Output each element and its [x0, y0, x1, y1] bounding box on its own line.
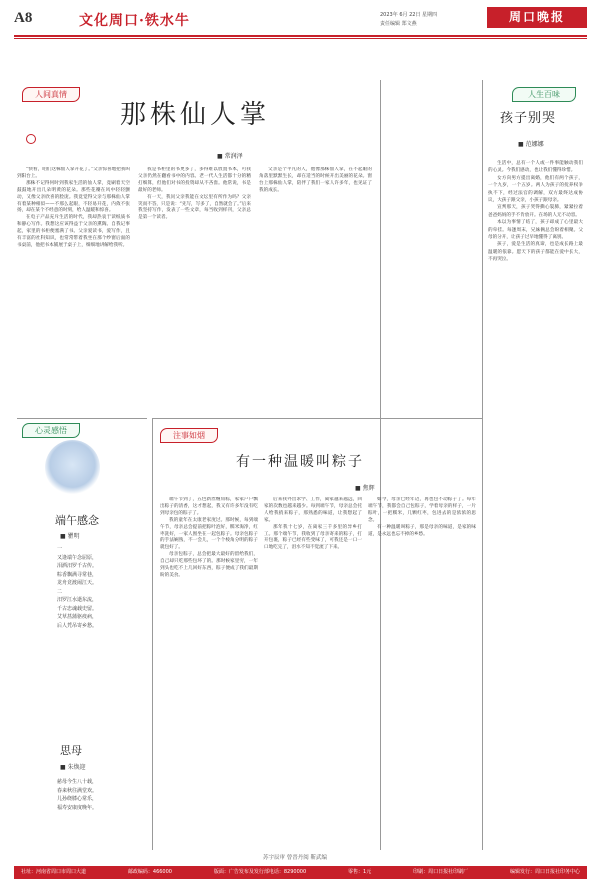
responsible-editor: 责任编辑 郑文燕 — [380, 21, 417, 27]
header-rule-thin — [14, 38, 587, 39]
zongzi-illustration — [45, 440, 100, 495]
article-cactus-col-1 — [17, 167, 130, 410]
column-divider-right — [482, 80, 483, 850]
paragraph: 后来我外出求学、工作，离家越来越远，回家的次数也越来越少。每到端午节，母亲总会托人给我捎来粽子，那熟悉的味道，让我想起了家。 — [264, 497, 362, 523]
poem-author-1: ■ 瞿明 — [60, 531, 80, 540]
article-author-cactus: ■ 常润泽 — [217, 151, 243, 160]
article-cactus-col-3 — [259, 167, 372, 410]
article-title-cactus: 那株仙人掌 — [120, 100, 271, 130]
paragraph: 在电子产品充斥生活的时代，我却热衷于读纸质书和静心写作。我想这应该得益于父亲的熏陶。自我记事起，家里的书柜便塞满了书。父亲爱读书，爱写作，且有丰富的社科知识，也常常带着我坐在那个纱窗后面的书桌前，他把书本铺展于桌子上，细细地讲解给我听。 — [17, 215, 130, 248]
article-title-child: 孩子别哭 — [500, 111, 557, 126]
footer-price: 零售：1元 — [348, 869, 372, 875]
newspaper-logo: 周口晚报 — [487, 7, 587, 28]
poem-body-1 — [57, 545, 97, 630]
article-cactus-col-2 — [138, 167, 251, 410]
paragraph: 本以为事情了结了，孩子却成了心里最大的牵挂。每逢周末，兄妹俩总会盼着相聚。父母的分开，让孩子过早地懂得了离别。 — [488, 220, 583, 241]
paragraph: 我是书柜里的书更多了，多得难以放置书本，可我父亲仍然在翻看书中的内容。老一代人生活都十分的精打细算，但他们对书的投资却从不吝啬。他常说，书是最好的老师。 — [138, 167, 251, 193]
page-number: A8 — [14, 10, 33, 26]
poem-line: 又逢端午念屈原， — [57, 554, 98, 561]
paragraph: 母亲包粽子，总会把最大最好的留给我们，自己却只吃那些包坏了的。那时候家里穷，一年到头也吃不上几回好东西，粽子便成了我们最期盼的美食。 — [160, 552, 258, 578]
poem-line: 艾草菖蒲驱疫病， — [57, 614, 98, 620]
poem-line: 泪洒汨罗千古传。 — [57, 563, 98, 569]
poem-line: 汨罗江水逝东流， — [57, 597, 98, 603]
article-child-col — [488, 160, 583, 850]
column-divider-poems — [152, 418, 153, 850]
footer-postcode: 邮政编码：466000 — [127, 869, 172, 875]
column-tag-soul: 心灵感悟 — [22, 423, 80, 438]
paragraph: 父亲是个平凡的人，他像那株仙人掌，在不起眼的角落里默默生长，却在适当的时候开出美丽的花朵。窗台上那株仙人掌，陪伴了我们一家人许多年，也见证了我的成长。 — [259, 167, 372, 193]
poem-author-2: ■ 朱焕迎 — [60, 762, 86, 771]
paragraph: 孩子，爱是生活的真谛，也是成长路上最温暖的依靠。愿天下的孩子都能在爱中长大，不再哭泣。 — [488, 242, 583, 263]
poem-line: 福寿安康度晚年。 — [57, 804, 98, 811]
paragraph: 女方向男方提出离婚，他们有两个孩子，一个九岁，一个五岁。两人为孩子的抚养权争执不下，经过法官的调解，双方最终达成协议，大孩子跟父亲，小孩子跟母亲。 — [488, 175, 583, 204]
article-zongzi-col-1 — [160, 497, 258, 847]
poem-body-2 — [57, 778, 97, 812]
footer-info-bar — [14, 866, 587, 879]
paragraph: 那株不记得何时到我家生活的仙人掌，竟刷着天空鼓鼓地开出几朵明黄的花朵。那些花瓣在风中轻轻颤动，又像父亲欣喜的脸庞。我竟觉得父亲与那株仙人掌有着某种相似——不那么起眼，不轻易开花，内敛不张扬，却在某个不经意的时刻，给人温暖和惊喜。 — [17, 180, 130, 214]
section-rule — [17, 418, 147, 419]
article-title-zongzi: 有一种温暖叫粽子 — [236, 454, 364, 470]
article-zongzi-col-3 — [368, 497, 476, 847]
paragraph: 宣判那天，孩子哭得撕心裂肺，紧紧拉着爸爸妈妈的手不肯放开。在场的人无不动容。 — [488, 205, 583, 218]
article-author-child: ■ 范娜娜 — [518, 139, 544, 148]
article-author-zongzi: ■ 焦辉 — [355, 483, 375, 492]
paragraph: “快看，咱们这株仙人掌开花了。”父亲惊喜地把我叫到阳台上。 — [17, 167, 130, 179]
issue-date: 2023年 6月 22日 星期四 — [380, 12, 438, 18]
poem-line: 后人凭吊寄乡愁。 — [57, 622, 98, 629]
column-tag-past-events: 注事如烟 — [160, 428, 218, 443]
poem-line: 龙舟竞渡闹江天。 — [57, 580, 98, 586]
paragraph: 我的童年在太康老家度过。那时候，每到端午节，母亲总会提前把粽叶泡好，糯米淘净，红枣洗好，一家人围坐在一起包粽子。母亲包粽子的手法娴熟，不一会儿，一个个棱角分明的粽子就包好了。 — [160, 517, 258, 551]
paragraph: 端午节到了，五色新丝缠角粽，家家户户飘出粽子的清香，这才想起，我又有许多年没有吃到母亲包的粽子了。 — [160, 497, 258, 516]
paragraph: 有一天，我问父亲我能在文坛里有所作为吗？父亲笑而不答，只是说：“先写，写多了，自然就会了。”后来我坚持写作，发表了一些文章，每当收到样刊，父亲总是第一个读者。 — [138, 194, 251, 221]
poem-title-mother: 思母 — [60, 744, 82, 757]
section-title: 文化周口·铁水牛 — [79, 13, 190, 29]
article-zongzi-col-2 — [264, 497, 362, 847]
paragraph: 生活中，总有一个人或一件事能触动我们的心灵。今我们感动，也让我们懂得珍惜。 — [488, 161, 583, 174]
poem-line: 粽香飘满寻常巷， — [57, 571, 98, 578]
footer-printer: 印刷：周口日报社印刷厂 — [413, 869, 469, 875]
proof-editors-line: 苏宇辰审 曾晋丹阅 靳武编 — [263, 855, 327, 861]
column-tag-human-feelings: 人间真情 — [22, 87, 80, 102]
poem-line: 一 — [57, 546, 63, 552]
poem-line: 二 — [57, 588, 63, 595]
poem-line: 慈母今生八十载， — [57, 779, 98, 785]
poem-title-dragon-boat: 端午感念 — [55, 514, 99, 527]
header-rule — [14, 35, 587, 37]
poem-line: 儿孙绕膝心常乐， — [57, 796, 98, 802]
section-rule — [152, 418, 482, 419]
paragraph: 有一种温暖叫粽子，那是母亲的味道，是家的味道，是永远也忘不掉的乡愁。 — [368, 524, 476, 537]
decorative-circle-icon — [26, 134, 36, 144]
paragraph: 如今，母亲已经年迈，再也包不动粽子了。每年端午节，我都会自己包粽子，学着母亲的样子，一片粽叶，一把糯米，几颗红枣，包进去的是浓浓的思念。 — [368, 497, 476, 523]
footer-publisher: 编辑发行：周口日报社印务中心 — [509, 869, 580, 875]
column-tag-life-flavors: 人生百味 — [512, 87, 576, 102]
poem-line: 春来秋往满堂欢。 — [57, 787, 98, 794]
poem-line: 千古忠魂载史留。 — [57, 605, 98, 612]
footer-phone: 版面：广告发布及发行部电话：8290000 — [213, 869, 307, 875]
footer-address: 社址：河南省周口市周口大道 — [21, 869, 87, 875]
paragraph: 那年我十七岁，在离家三千多里的异乡打工。那个端午节，我收到了母亲寄来的粽子，打开包裹，粽子已经有些变味了，可我还是一口一口地吃完了，泪水不知不觉流了下来。 — [264, 524, 362, 551]
